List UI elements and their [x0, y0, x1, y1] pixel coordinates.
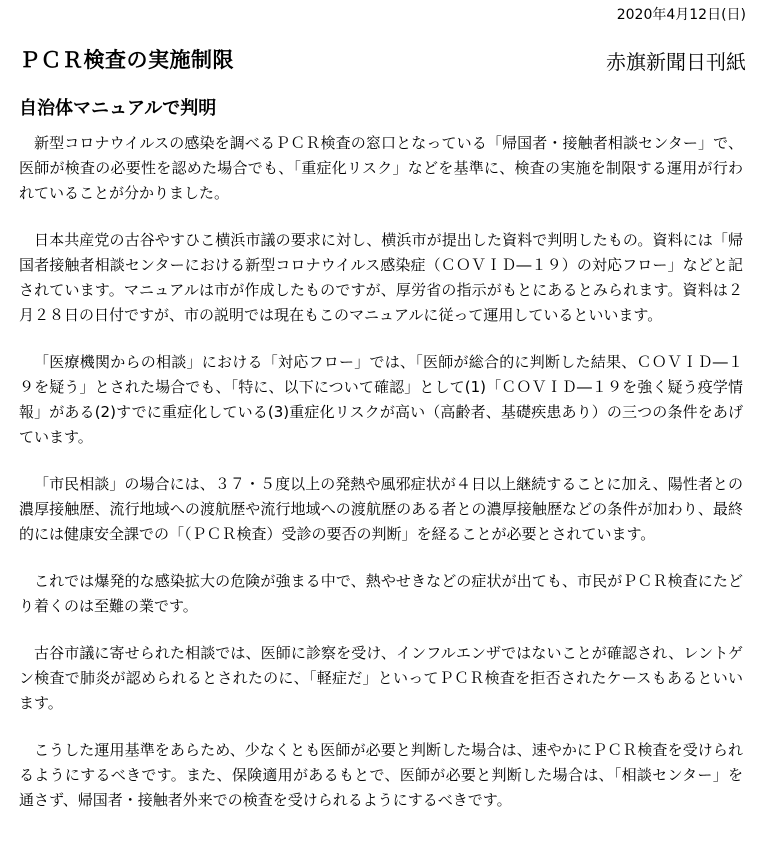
- paragraph: 「医療機関からの相談」における「対応フロー」では、「医師が総合的に判断した結果、ＣＯＶＩＤ―１９を疑う」とされた場合でも、「特に、以下について確認」として(1)「ＣＯＶＩＤ―１９を強く疑う疫学情報」がある(2)すでに重症化している(3)重症化リスクが高い（高齢者、基礎疾患あり）の三つの条件をあげています。: [19, 353, 743, 446]
- paragraph: 「市民相談」の場合には、３７・５度以上の発熱や風邪症状が４日以上継続することに加え、陽性者との濃厚接触歴、流行地域への渡航歴や流行地域への渡航歴のある者との濃厚接触歴などの条件が加わり、最終的には健康安全課での「（ＰＣＲ検査）受診の要否の判断」を経ることが必要とされています。: [19, 475, 743, 543]
- publication-date: 2020年4月12日(日): [616, 7, 746, 23]
- paragraph: 古谷市議に寄せられた相談では、医師に診察を受け、インフルエンザではないことが確認され、レントゲン検査で肺炎が認められるとされたのに、「軽症だ」といってＰＣＲ検査を拒否されたケースもあるといいます。: [19, 644, 743, 712]
- paragraph: 日本共産党の古谷やすひこ横浜市議の要求に対し、横浜市が提出した資料で判明したもの。資料には「帰国者接触者相談センターにおける新型コロナウイルス感染症（ＣＯＶＩＤ―１９）の対応フロー」などと記されています。マニュアルは市が作成したものですが、厚労省の指示がもとにあるとみられます。資料は２月２８日の日付ですが、市の説明では現在もこのマニュアルに従って運用しているといいます。: [19, 231, 743, 324]
- paragraph: 新型コロナウイルスの感染を調べるＰＣＲ検査の窓口となっている「帰国者・接触者相談センター」で、医師が検査の必要性を認めた場合でも、「重症化リスク」などを基準に、検査の実施を制限する運用が行われていることが分かりました。: [19, 134, 743, 202]
- title-row: [19, 44, 746, 78]
- article-headline: ＰＣＲ検査の実施制限: [19, 48, 234, 72]
- paragraph: こうした運用基準をあらため、少なくとも医師が必要と判断した場合は、速やかにＰＣＲ検査を受けられるようにするべきです。また、保険適用があるもとで、医師が必要と判断した場合は、「相談センター」を通さず、帰国者・接触者外来での検査を受けられるようにするべきです。: [19, 741, 743, 809]
- article-subheadline: 自治体マニュアルで判明: [19, 98, 217, 119]
- article-body: [19, 131, 743, 835]
- newspaper-source: 赤旗新聞日刊紙: [606, 50, 746, 74]
- paragraph: これでは爆発的な感染拡大の危険が強まる中で、熱やせきなどの症状が出ても、市民がＰＣＲ検査にたどり着くのは至難の業です。: [19, 572, 743, 615]
